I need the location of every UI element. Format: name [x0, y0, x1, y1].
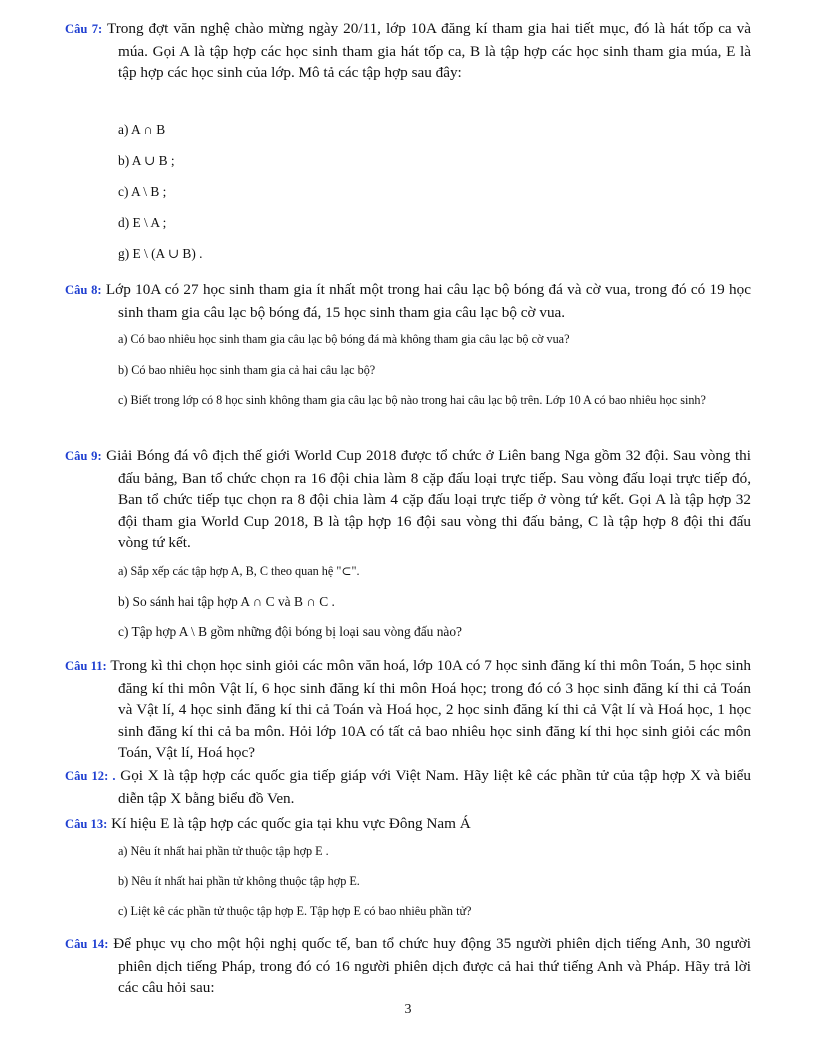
question-label: Câu 13: — [65, 817, 108, 831]
q7-part-a: a) A ∩ B — [118, 122, 166, 137]
question-8 — [65, 279, 751, 323]
question-label: Câu 7: — [65, 22, 103, 36]
question-13 — [65, 813, 751, 836]
question-12 — [65, 765, 751, 809]
question-9 — [65, 445, 751, 554]
question-label: Câu 8: — [65, 283, 102, 297]
q8-part-b: b) Có bao nhiêu học sinh tham gia cả hai câu lạc bộ? — [118, 363, 376, 377]
q13-part-a: a) Nêu ít nhất hai phần tử thuộc tập hợp E . — [118, 844, 329, 858]
q7-part-b: b) A ∪ B ; — [118, 153, 175, 168]
question-label: Câu 11: — [65, 659, 107, 673]
question-11 — [65, 655, 751, 764]
page-number: 3 — [404, 1002, 412, 1017]
question-7 — [65, 18, 751, 84]
q13-part-c: c) Liệt kê các phần tử thuộc tập hợp E. Tập hợp E có bao nhiêu phần tử? — [118, 904, 472, 918]
q7-part-g: g) E \ (A ∪ B) . — [118, 246, 203, 261]
q9-part-a: a) Sắp xếp các tập hợp A, B, C theo quan hệ "⊂". — [118, 564, 360, 578]
question-label: Câu 14: — [65, 937, 109, 951]
question-text: Giải Bóng đá vô địch thế giới World Cup 2018 được tổ chức ở Liên bang Nga gồm 32 đội. Sau vòng thi đấu bảng, Ban tổ chức chọn ra 16 đội chia làm 8 cặp đấu loại trực tiếp. Sau vòng đấu loại trực tiếp đó, Ban tổ chức tiếp tục chọn ra 8 đội chia làm 4 cặp đấu loại trực tiếp ở vòng tứ kết. Gọi A là tập hợp 32 đội tham gia World Cup 2018, B là tập hợp 16 đội sau vòng thi đấu bảng, C là tập hợp 8 đội thi đấu vòng tứ kết. — [106, 447, 751, 552]
question-label: Câu 9: — [65, 449, 102, 463]
q9-part-c: c) Tập hợp A \ B gồm những đội bóng bị loại sau vòng đấu nào? — [118, 624, 462, 639]
q8-part-c: c) Biết trong lớp có 8 học sinh không tham gia câu lạc bộ nào trong hai câu lạc bộ trên. Lớp 10 A có bao nhiêu học sinh? — [118, 393, 706, 407]
question-text: Gọi X là tập hợp các quốc gia tiếp giáp với Việt Nam. Hãy liệt kê các phần tử của tập hợp X và biểu diễn tập X bằng biểu đồ Ven. — [118, 767, 751, 807]
question-text: Để phục vụ cho một hội nghị quốc tế, ban tổ chức huy động 35 người phiên dịch tiếng Anh, 30 người phiên dịch tiếng Pháp, trong đó có 16 người phiên dịch được cả hai thứ tiếng Anh và Pháp. Hãy trả lời các câu hỏi sau: — [113, 935, 752, 997]
question-text: Trong đợt văn nghệ chào mừng ngày 20/11, lớp 10A đăng kí tham gia hai tiết mục, đó là hát tốp ca và múa. Gọi A là tập hợp các học sinh tham gia hát tốp ca, B là tập hợp các học sinh tham gia múa, E là tập hợp các học sinh của lớp. Mô tả các tập hợp sau đây: — [106, 20, 751, 82]
question-text: Kí hiệu E là tập hợp các quốc gia tại khu vực Đông Nam Á — [111, 815, 471, 832]
q13-part-b: b) Nêu ít nhất hai phần tử không thuộc tập hợp E. — [118, 874, 360, 888]
question-14 — [65, 933, 751, 999]
question-text: Lớp 10A có 27 học sinh tham gia ít nhất một trong hai câu lạc bộ bóng đá và cờ vua, trong đó có 19 học sinh tham gia câu lạc bộ bóng đá, 15 học sinh tham gia câu lạc bộ cờ vua. — [105, 281, 751, 321]
q7-part-d: d) E \ A ; — [118, 215, 167, 230]
q7-part-c: c) A \ B ; — [118, 184, 167, 199]
q8-part-a: a) Có bao nhiêu học sinh tham gia câu lạc bộ bóng đá mà không tham gia câu lạc bộ cờ vua? — [118, 332, 570, 346]
q9-part-b: b) So sánh hai tập hợp A ∩ C và B ∩ C . — [118, 594, 335, 609]
question-text: Trong kì thi chọn học sinh giỏi các môn văn hoá, lớp 10A có 7 học sinh đăng kí thi môn Toán, 5 học sinh đăng kí thi môn Vật lí, 6 học sinh đăng kí thi môn Hoá học; trong đó có 3 học sinh đăng kí thi cả Toán và Vật lí, 4 học sinh đăng kí thi cả Toán và Hoá học, 2 học sinh đăng kí thi cả Vật lí và Hoá học, 1 học sinh đăng kí thi cả ba môn. Hỏi lớp 10A có tất cả bao nhiêu học sinh đăng kí thi học sinh giỏi các môn Toán, Vật lí, Hoá học? — [110, 657, 751, 762]
question-label: Câu 12: . — [65, 769, 116, 783]
